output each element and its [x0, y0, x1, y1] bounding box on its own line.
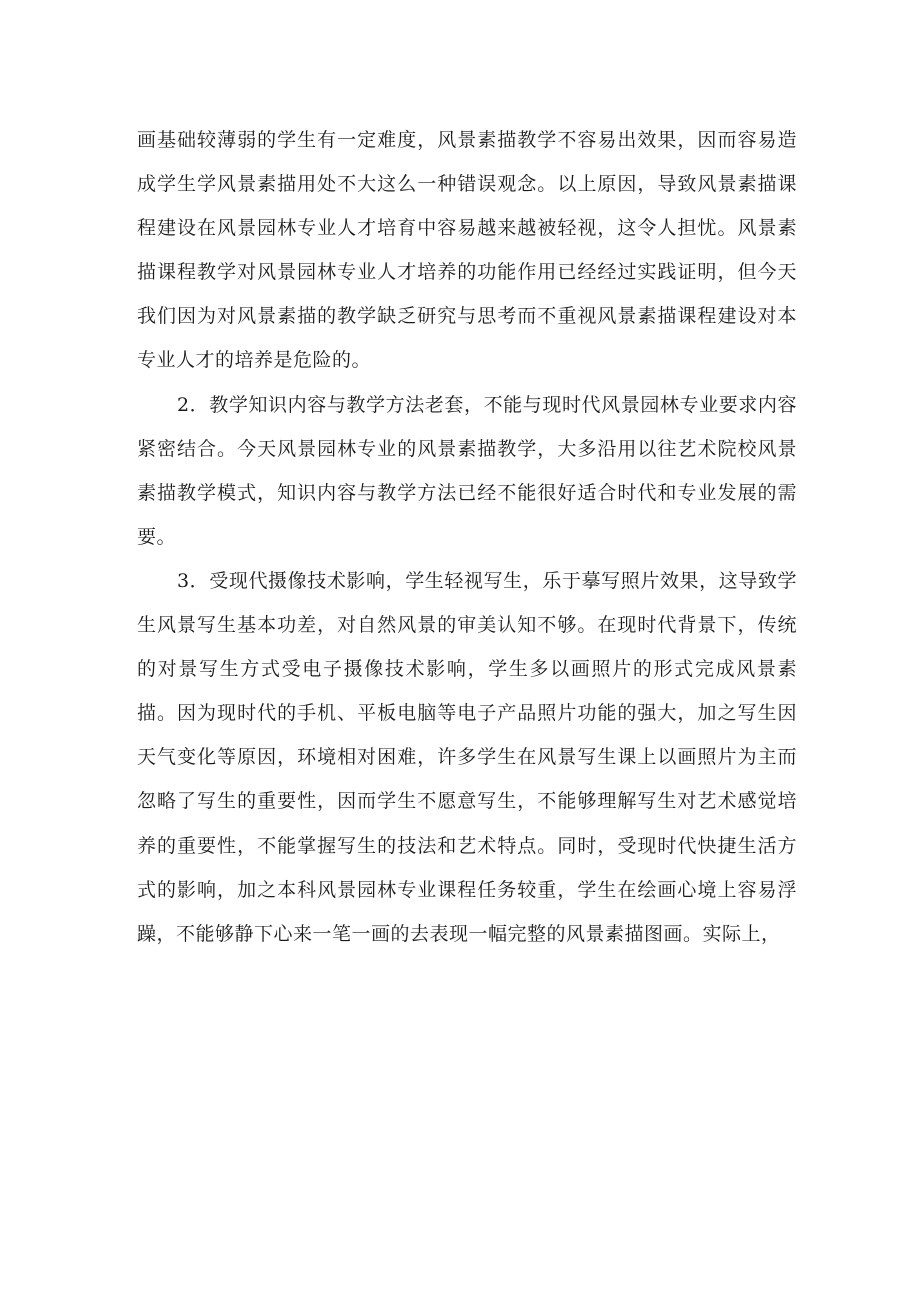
paragraph-point-3: 3．受现代摄像技术影响，学生轻视写生，乐于摹写照片效果，这导致学生风景写生基本功差，对自然风景的审美认知不够。在现时代背景下，传统的对景写生方式受电子摄像技术影响，学生多以画照片的形式完成风景素描。因为现时代的手机、平板电脑等电子产品照片功能的强大，加之写生因天气变化等原因，环境相对困难，许多学生在风景写生课上以画照片为主而忽略了写生的重要性，因而学生不愿意写生，不能够理解写生对艺术感觉培养的重要性，不能掌握写生的技法和艺术特点。同时，受现时代快捷生活方式的影响，加之本科风景园林专业课程任务较重，学生在绘画心境上容易浮躁，不能够静下心来一笔一画的去表现一幅完整的风景素描图画。实际上， [137, 569, 797, 945]
paragraph-continuation: 画基础较薄弱的学生有一定难度，风景素描教学不容易出效果，因而容易造成学生学风景素描用处不大这么一种错误观念。以上原因，导致风景素描课程建设在风景园林专业人才培育中容易越来越被轻视，这令人担忧。风景素描课程教学对风景园林专业人才培养的功能作用已经经过实践证明，但今天我们因为对风景素描的教学缺乏研究与思考而不重视风景素描课程建设对本专业人才的培养是危险的。 [137, 129, 797, 372]
paragraph-point-2: 2．教学知识内容与教学方法老套，不能与现时代风景园林专业要求内容紧密结合。今天风景园林专业的风景素描教学，大多沿用以往艺术院校风景素描教学模式，知识内容与教学方法已经不能很好适合时代和专业发展的需要。 [137, 393, 797, 548]
document-body [137, 118, 797, 956]
